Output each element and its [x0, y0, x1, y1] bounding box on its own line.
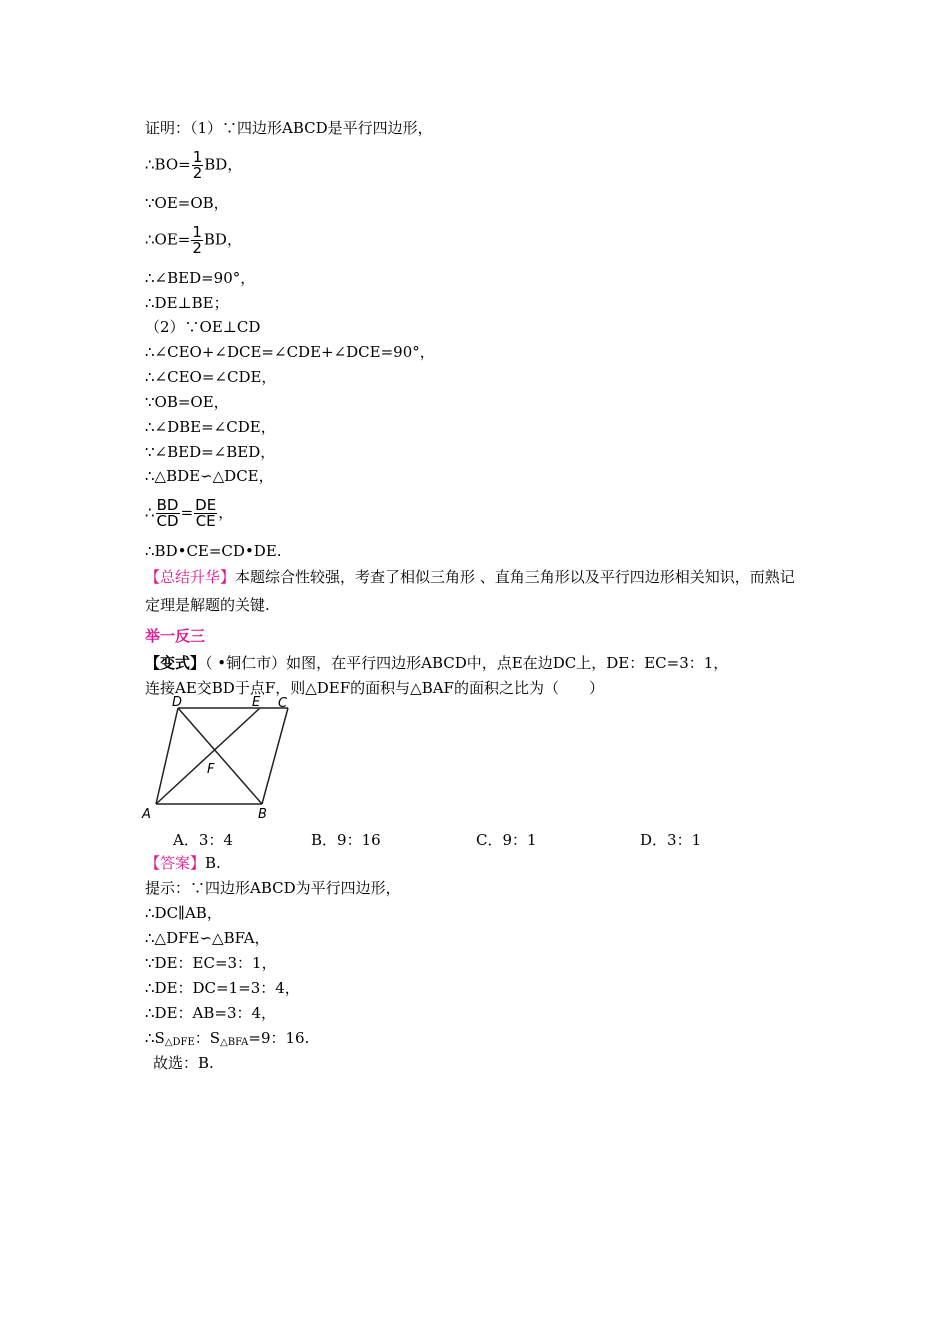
hint-line-3: ∴△DFE∽△BFA， [145, 929, 270, 947]
proof-line-11: ∴∠DBE=∠CDE， [145, 418, 276, 436]
fraction-half [191, 225, 203, 256]
proof-line-4 [145, 225, 242, 256]
proof-line-8: ∴∠CEO+∠DCE=∠CDE+∠DCE=90°， [145, 343, 435, 361]
option-d: D．3：1 [640, 831, 702, 849]
option-c: C．9：1 [476, 831, 537, 849]
label-c: C [278, 696, 288, 711]
proof-line-3: ∵OE=OB， [145, 194, 229, 212]
fraction-numerator: 1 [192, 148, 203, 166]
fraction-de-ce [194, 498, 217, 529]
answer-tag: 【答案】 [145, 854, 206, 872]
proof-line-2 [145, 150, 242, 181]
edge-da [156, 708, 178, 804]
fraction-denominator: CD [156, 512, 179, 530]
variant-text-1: （ •铜仁市）如图，在平行四边形ABCD中，点E在边DC上，DE：EC=3：1， [205, 654, 729, 672]
parallelogram-figure [140, 696, 300, 824]
variant-line-1 [145, 653, 728, 673]
answer-line [145, 853, 221, 873]
summary-tag: 【总结升华】 [145, 568, 236, 586]
fraction-numerator: 1 [192, 223, 202, 241]
hint-line-7-a: ∴S [145, 1029, 165, 1047]
proof-line-2-post: BD， [204, 155, 243, 174]
label-a: A [142, 807, 151, 822]
variant-tag: 【变式】 [145, 654, 206, 672]
fraction-half [192, 150, 204, 181]
hint-line-6: ∴DE：AB=3：4， [145, 1004, 277, 1022]
fraction-numerator: DE [195, 496, 217, 514]
hint-line-8: 故选：B. [153, 1054, 214, 1072]
label-d: D [172, 696, 183, 710]
option-b: B．9：16 [311, 831, 381, 849]
proof-line-14-post: ， [218, 503, 234, 522]
subscript-dfe: △DFE [164, 1037, 195, 1048]
variant-line-2: 连接AE交BD于点F，则△DEF的面积与△BAF的面积之比为（ ） [145, 679, 604, 697]
proof-line-4-post: BD， [203, 230, 242, 249]
label-e: E [252, 696, 261, 710]
fraction-denominator: 2 [192, 164, 203, 182]
proof-line-15: ∴BD•CE=CD•DE. [145, 542, 282, 560]
equals-sign: = [180, 503, 194, 522]
fraction-bd-cd [156, 498, 180, 529]
proof-line-13: ∴△BDE∽△DCE， [145, 467, 274, 485]
fraction-denominator: CE [195, 512, 216, 530]
hint-line-7 [145, 1028, 309, 1053]
proof-line-12: ∵∠BED=∠BED， [145, 443, 276, 461]
proof-line-4-pre: ∴OE= [145, 230, 191, 249]
subscript-bfa: △BFA [220, 1037, 249, 1048]
segment-ae [156, 708, 260, 804]
fraction-numerator: BD [156, 496, 179, 514]
proof-line-2-pre: ∴BO= [145, 155, 191, 174]
proof-line-1: 证明：（1）∵四边形ABCD是平行四边形， [145, 119, 433, 137]
proof-line-14 [145, 498, 233, 529]
hint-line-7-c: =9：16. [248, 1029, 310, 1047]
proof-line-7: （2）∵OE⊥CD [145, 318, 261, 336]
summary-text: 本题综合性较强，考查了相似三角形 、直角三角形以及平行四边形相关知识，而熟记定理是解题的关键. [145, 568, 795, 614]
proof-line-14-pre: ∴ [145, 503, 155, 522]
answer-value: B. [205, 854, 221, 872]
label-b: B [258, 807, 267, 822]
fraction-denominator: 2 [192, 239, 202, 257]
proof-line-6: ∴DE⊥BE； [145, 294, 229, 312]
summary-paragraph [145, 563, 805, 619]
proof-line-5: ∴∠BED=90°， [145, 269, 256, 287]
edge-cb [262, 708, 288, 804]
proof-line-9: ∴∠CEO=∠CDE， [145, 368, 277, 386]
proof-line-10: ∵OB=OE， [145, 393, 229, 411]
hint-line-7-b: ：S [194, 1029, 221, 1047]
section-title: 举一反三 [145, 627, 206, 645]
hint-line-5: ∴DE：DC=1=3：4， [145, 979, 300, 997]
option-a: A．3：4 [173, 831, 233, 849]
diagonal-db [178, 708, 262, 804]
hint-line-1: 提示：∵四边形ABCD为平行四边形， [145, 879, 401, 897]
hint-line-2: ∴DC∥AB， [145, 904, 222, 922]
hint-line-4: ∵DE：EC=3：1， [145, 954, 277, 972]
label-f: F [207, 762, 215, 777]
